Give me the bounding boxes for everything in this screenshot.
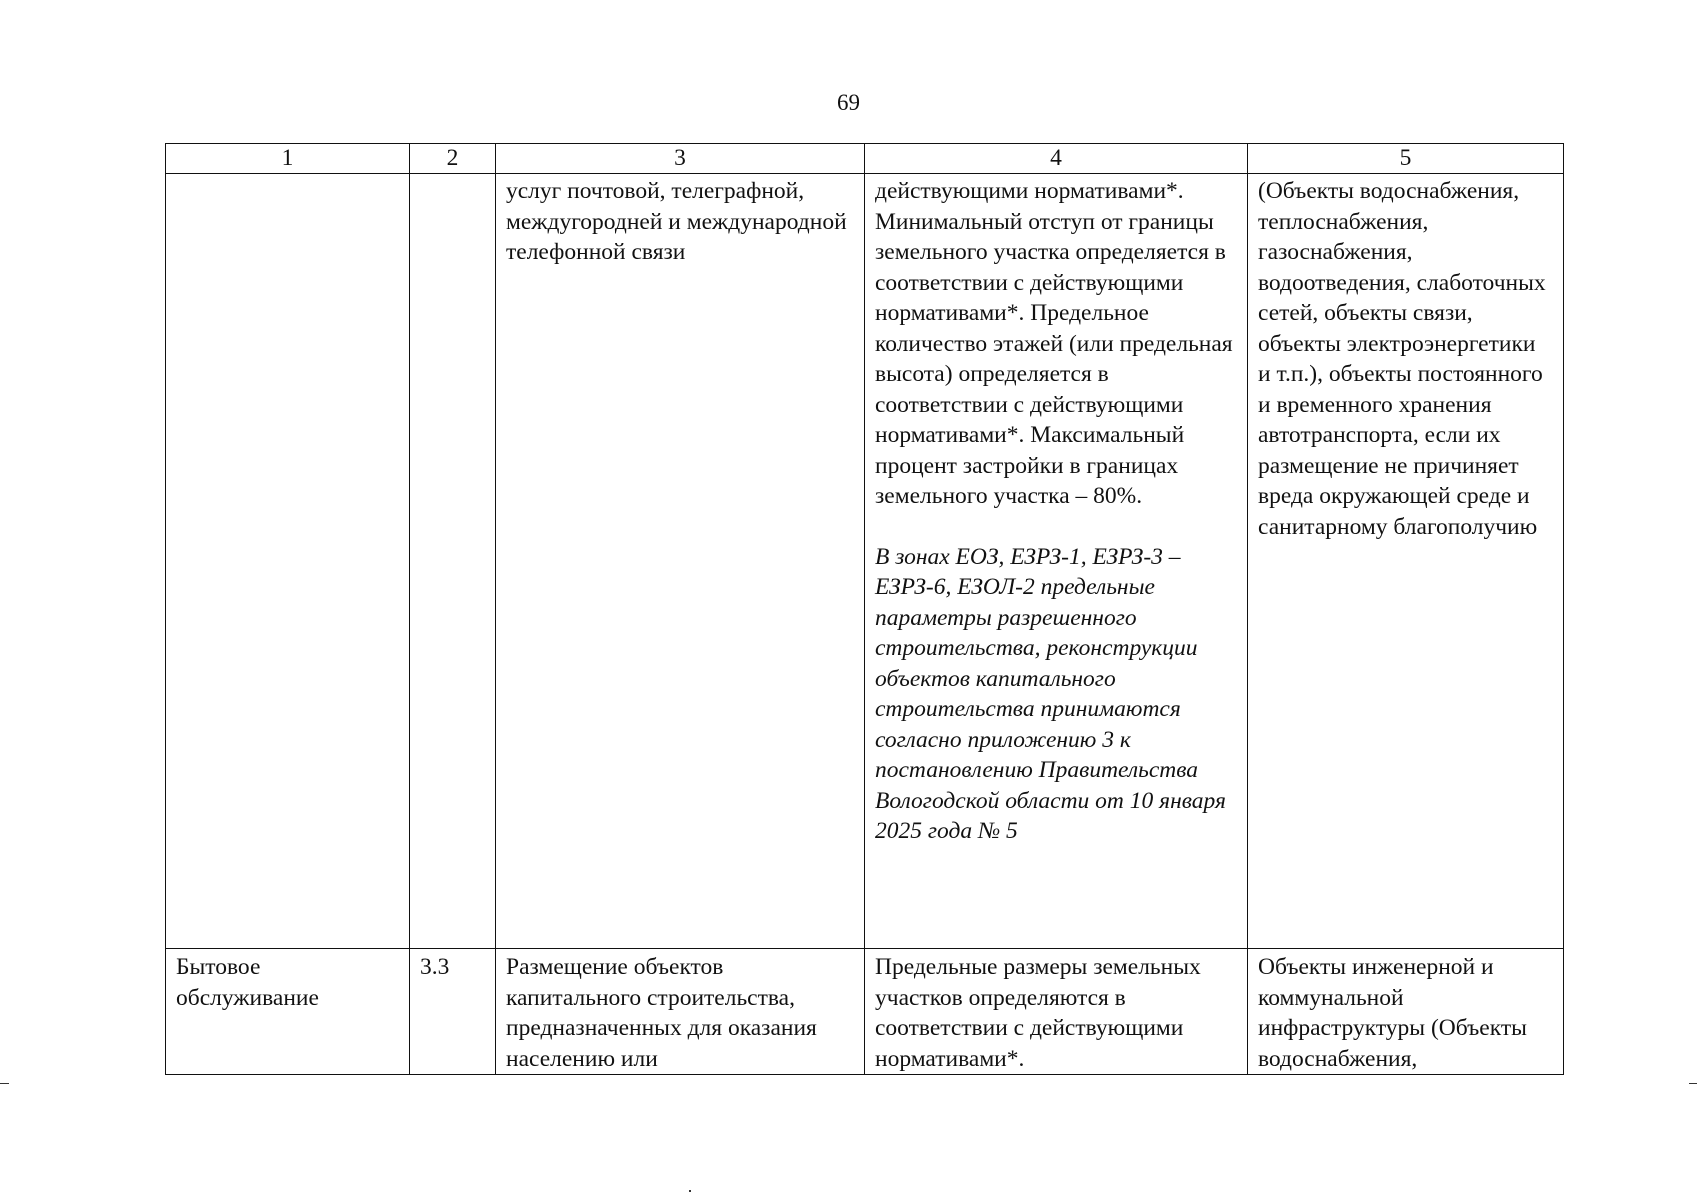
cell-parameters [865, 174, 1248, 949]
parameters-text: действующими нормативами*. Минимальный отступ от границы земельного участка определяется в соответствии с действующими нормативами*. Предельное количество этажей (или предельная высота) определяется в соответствии с действующими нормативами*. Максимальный процент застройки в границах земельного участка – 80%. [875, 178, 1233, 509]
cell-use-code: 3.3 [410, 949, 496, 1075]
header-col-5: 5 [1248, 144, 1564, 174]
parameters-zones-note: В зонах ЕОЗ, ЕЗРЗ-1, ЕЗРЗ-3 – ЕЗРЗ-6, ЕЗОЛ-2 предельные параметры разрешенного строительства, реконструкции объектов капитального строительства принимаются согласно приложению 3 к постановлению Правительства Вологодской области от 10 января 2025 года № 5 [875, 543, 1226, 844]
header-col-1: 1 [166, 144, 410, 174]
cell-parameters: Предельные размеры земельных участков определяются в соответствии с действующими нормативами*. [865, 949, 1248, 1075]
cell-use-description: услуг почтовой, телеграфной, междугородней и международной телефонной связи [496, 174, 865, 949]
cell-use-name [166, 174, 410, 949]
cell-use-code [410, 174, 496, 949]
scan-mark-right [1689, 1083, 1697, 1084]
table-row [166, 174, 1564, 949]
table-header-row [166, 144, 1564, 174]
cell-use-name: Бытовое обслуживание [166, 949, 410, 1075]
header-col-4: 4 [865, 144, 1248, 174]
cell-auxiliary-uses: (Объекты водоснабжения, теплоснабжения, газоснабжения, водоотведения, слаботочных сетей, объекты связи, объекты электроэнергетики и т.п.), объекты постоянного и временного хранения автотранспорта, если их размещение не причиняет вреда окружающей среде и санитарному благополучию [1248, 174, 1564, 949]
cell-use-description: Размещение объектов капитального строительства, предназначенных для оказания населению или [496, 949, 865, 1075]
table-row [166, 949, 1564, 1075]
header-col-2: 2 [410, 144, 496, 174]
scan-mark-left [0, 1083, 9, 1084]
cell-auxiliary-uses: Объекты инженерной и коммунальной инфраструктуры (Объекты водоснабжения, [1248, 949, 1564, 1075]
page-number: 69 [837, 90, 860, 115]
zoning-table [165, 143, 1564, 1075]
scan-dot [689, 1190, 691, 1192]
header-col-3: 3 [496, 144, 865, 174]
